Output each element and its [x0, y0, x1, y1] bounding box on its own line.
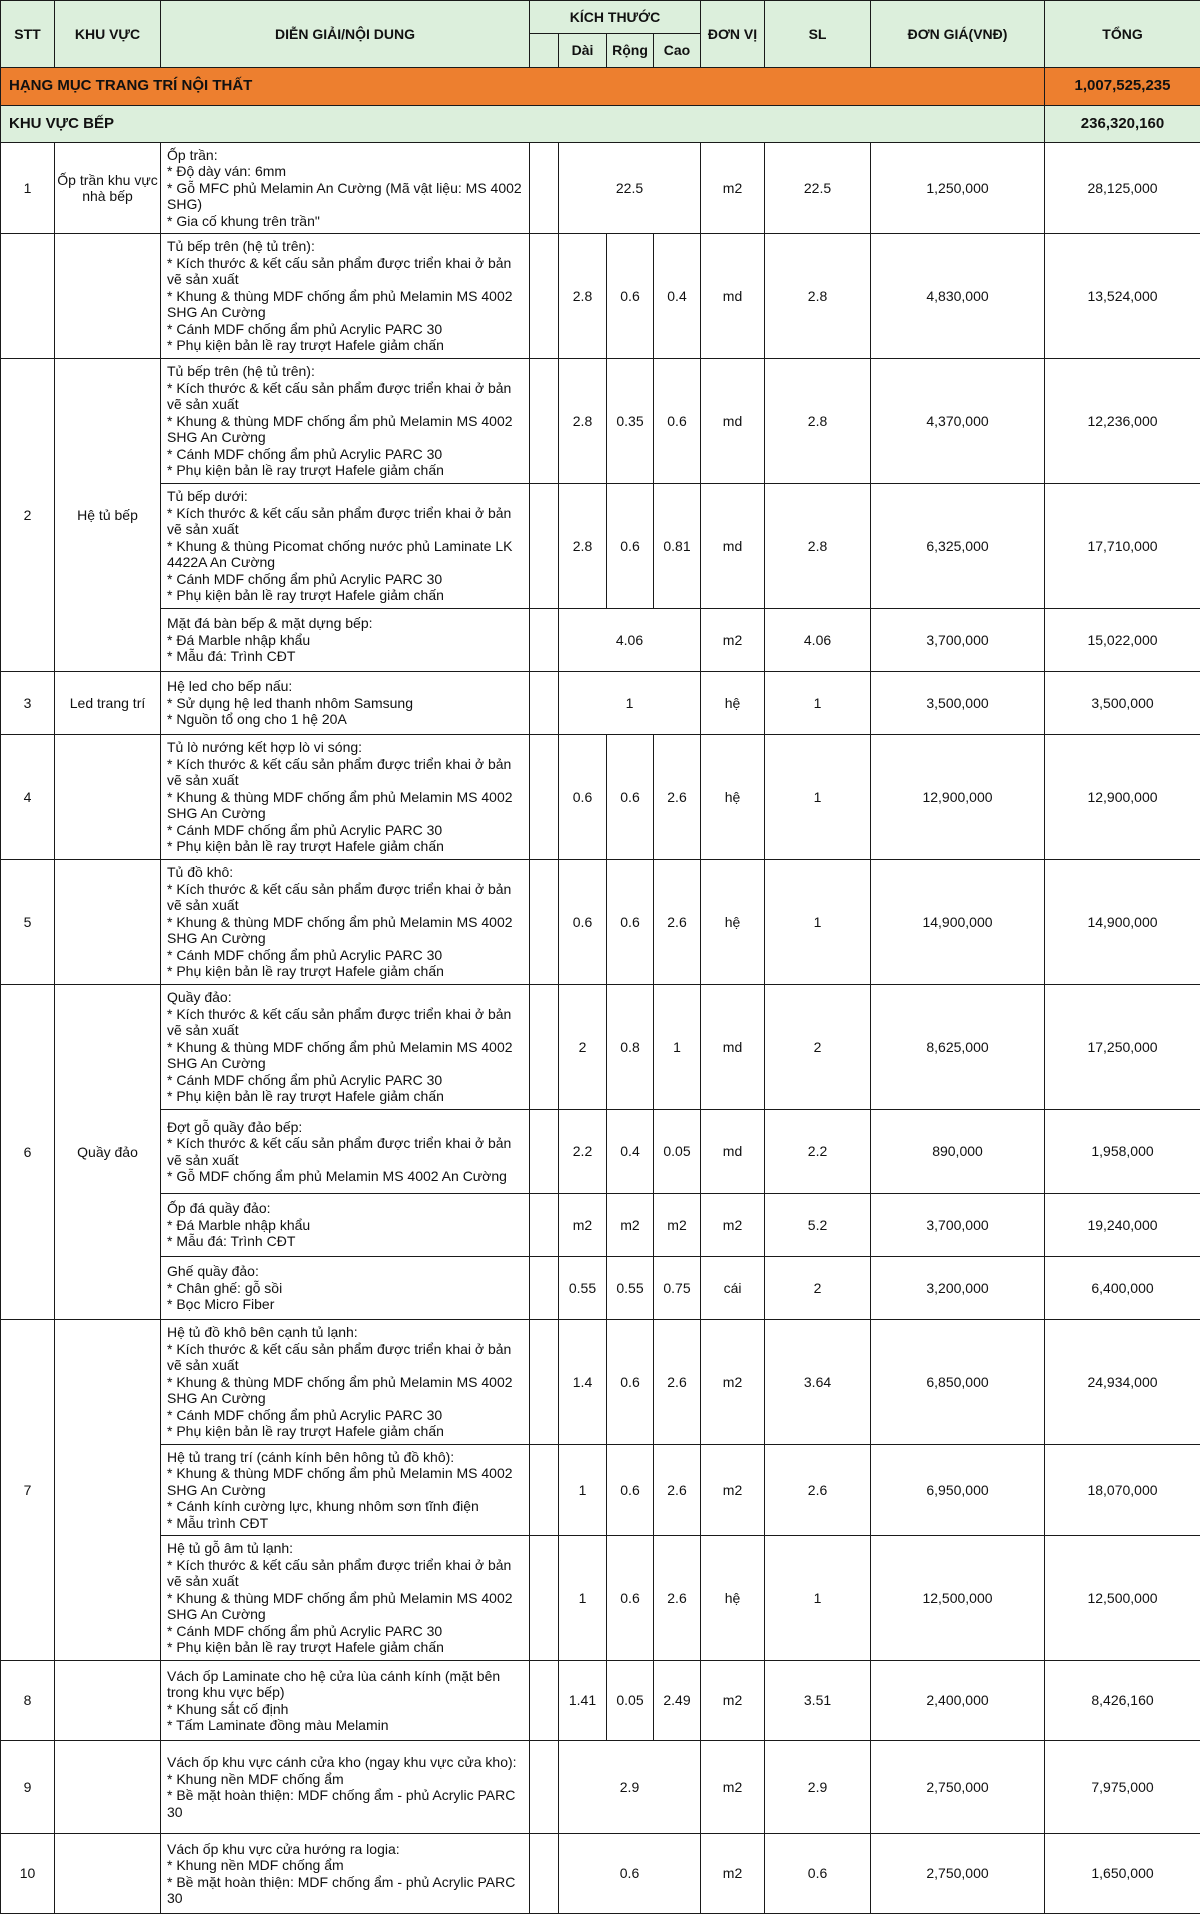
row-total: 6,400,000 [1045, 1257, 1200, 1320]
table-row [1, 1320, 1200, 1445]
row-area: Ốp trần khu vực nhà bếp [55, 143, 161, 234]
row-size-blank [530, 735, 559, 860]
row-description: Hệ tủ gỗ âm tủ lạnh: * Kích thước & kết cấu sản phẩm được triển khai ở bản vẽ sản xuất * Khung & thùng MDF chống ẩm phủ Melamin MS 4002 SHG An Cường * Cánh MDF chống ẩm phủ Acrylic PARC 30 * Phụ kiện bản lề ray trượt Hafele giảm chấn [161, 1536, 530, 1661]
row-area: Led trang trí [55, 672, 161, 735]
table-row [1, 1110, 1200, 1194]
row-description: Tủ bếp dưới: * Kích thước & kết cấu sản phẩm được triển khai ở bản vẽ sản xuất * Khung & thùng Picomat chống nước phủ Laminate LK 4422A An Cường * Cánh MDF chống ẩm phủ Acrylic PARC 30 * Phụ kiện bản lề ray trượt Hafele giảm chấn [161, 484, 530, 609]
row-size: 1 [559, 672, 701, 735]
row-quantity: 3.51 [765, 1661, 871, 1741]
row-height: 0.81 [654, 484, 701, 609]
row-total: 17,250,000 [1045, 985, 1200, 1110]
table-row [1, 735, 1200, 860]
row-unit-price: 3,700,000 [871, 1194, 1045, 1257]
row-unit-price: 4,370,000 [871, 359, 1045, 484]
row-total: 17,710,000 [1045, 484, 1200, 609]
row-description: Ốp đá quầy đảo: * Đá Marble nhập khẩu * Mẫu đá: Trình CĐT [161, 1194, 530, 1257]
row-area: Quầy đảo [55, 985, 161, 1320]
row-width: 0.6 [607, 1536, 654, 1661]
table-row [1, 1536, 1200, 1661]
row-description: Vách ốp Laminate cho hệ cửa lùa cánh kính (mặt bên trong khu vực bếp) * Khung sắt cố định * Tấm Laminate đồng màu Melamin [161, 1661, 530, 1741]
row-quantity: 2.2 [765, 1110, 871, 1194]
row-unit-price: 4,830,000 [871, 234, 1045, 359]
row-size-blank [530, 1661, 559, 1741]
row-length: 2 [559, 985, 607, 1110]
row-unit-price: 12,500,000 [871, 1536, 1045, 1661]
row-quantity: 4.06 [765, 609, 871, 672]
row-unit-price: 8,625,000 [871, 985, 1045, 1110]
section-total: 236,320,160 [1045, 106, 1200, 143]
row-unit-price: 12,900,000 [871, 735, 1045, 860]
row-total: 12,236,000 [1045, 359, 1200, 484]
row-length: 1.41 [559, 1661, 607, 1741]
row-description: Tủ bếp trên (hệ tủ trên): * Kích thước & kết cấu sản phẩm được triển khai ở bản vẽ sản xuất * Khung & thùng MDF chống ẩm phủ Melamin MS 4002 SHG An Cường * Cánh MDF chống ẩm phủ Acrylic PARC 30 * Phụ kiện bản lề ray trượt Hafele giảm chấn [161, 359, 530, 484]
row-stt [1, 234, 55, 359]
row-height: 2.6 [654, 860, 701, 985]
row-size-blank [530, 672, 559, 735]
category-total: 1,007,525,235 [1045, 68, 1200, 106]
row-length: 2.8 [559, 359, 607, 484]
table-row [1, 484, 1200, 609]
row-size-blank [530, 1194, 559, 1257]
row-length: 2.2 [559, 1110, 607, 1194]
row-description: Hệ tủ đồ khô bên cạnh tủ lạnh: * Kích thước & kết cấu sản phẩm được triển khai ở bản vẽ sản xuất * Khung & thùng MDF chống ẩm phủ Melamin MS 4002 SHG An Cường * Cánh MDF chống ẩm phủ Acrylic PARC 30 * Phụ kiện bản lề ray trượt Hafele giảm chấn [161, 1320, 530, 1445]
category-row [1, 68, 1200, 106]
table-row [1, 1834, 1200, 1914]
row-unit: m2 [701, 1194, 765, 1257]
row-stt: 5 [1, 860, 55, 985]
row-quantity: 2.9 [765, 1741, 871, 1834]
row-length: 0.55 [559, 1257, 607, 1320]
row-size-blank [530, 234, 559, 359]
row-total: 13,524,000 [1045, 234, 1200, 359]
row-height: 0.4 [654, 234, 701, 359]
row-size: 2.9 [559, 1741, 701, 1834]
row-unit: m2 [701, 1320, 765, 1445]
row-width: 0.35 [607, 359, 654, 484]
row-quantity: 2.6 [765, 1445, 871, 1536]
row-description: Tủ lò nướng kết hợp lò vi sóng: * Kích thước & kết cấu sản phẩm được triển khai ở bản vẽ sản xuất * Khung & thùng MDF chống ẩm phủ Melamin MS 4002 SHG An Cường * Cánh MDF chống ẩm phủ Acrylic PARC 30 * Phụ kiện bản lề ray trượt Hafele giảm chấn [161, 735, 530, 860]
row-unit: md [701, 359, 765, 484]
header-area: KHU VỰC [55, 1, 161, 68]
row-quantity: 1 [765, 1536, 871, 1661]
row-size-blank [530, 143, 559, 234]
row-description: Vách ốp khu vực cửa hướng ra logia: * Khung nền MDF chống ẩm * Bề mặt hoàn thiện: MDF chống ẩm - phủ Acrylic PARC 30 [161, 1834, 530, 1914]
row-stt: 1 [1, 143, 55, 234]
header-stt: STT [1, 1, 55, 68]
row-length: 1 [559, 1536, 607, 1661]
table-row [1, 609, 1200, 672]
row-size-blank [530, 1445, 559, 1536]
header-size-blank [530, 34, 559, 68]
row-width: 0.8 [607, 985, 654, 1110]
row-quantity: 1 [765, 860, 871, 985]
row-size: 0.6 [559, 1834, 701, 1914]
row-quantity: 2 [765, 985, 871, 1110]
table-row [1, 1741, 1200, 1834]
row-description: Tủ bếp trên (hệ tủ trên): * Kích thước & kết cấu sản phẩm được triển khai ở bản vẽ sản xuất * Khung & thùng MDF chống ẩm phủ Melamin MS 4002 SHG An Cường * Cánh MDF chống ẩm phủ Acrylic PARC 30 * Phụ kiện bản lề ray trượt Hafele giảm chấn [161, 234, 530, 359]
row-unit: md [701, 985, 765, 1110]
row-total: 1,650,000 [1045, 1834, 1200, 1914]
row-size: 22.5 [559, 143, 701, 234]
row-area [55, 234, 161, 359]
row-quantity: 3.64 [765, 1320, 871, 1445]
row-stt: 4 [1, 735, 55, 860]
row-area [55, 1834, 161, 1914]
row-size: 4.06 [559, 609, 701, 672]
row-size-blank [530, 1257, 559, 1320]
table-row [1, 860, 1200, 985]
row-unit: cái [701, 1257, 765, 1320]
header-quantity: SL [765, 1, 871, 68]
header-size: KÍCH THƯỚC [530, 1, 701, 34]
row-stt: 7 [1, 1320, 55, 1661]
row-stt: 9 [1, 1741, 55, 1834]
row-total: 1,958,000 [1045, 1110, 1200, 1194]
row-width: m2 [607, 1194, 654, 1257]
row-width: 0.6 [607, 860, 654, 985]
row-total: 7,975,000 [1045, 1741, 1200, 1834]
row-total: 14,900,000 [1045, 860, 1200, 985]
row-height: 0.05 [654, 1110, 701, 1194]
row-unit-price: 2,400,000 [871, 1661, 1045, 1741]
row-unit: hệ [701, 860, 765, 985]
row-description: Hệ tủ trang trí (cánh kính bên hông tủ đồ khô): * Khung & thùng MDF chống ẩm phủ Melamin MS 4002 SHG An Cường * Cánh kính cường lực, khung nhôm sơn tĩnh điện * Mẫu trình CĐT [161, 1445, 530, 1536]
row-height: 2.49 [654, 1661, 701, 1741]
row-area [55, 1661, 161, 1741]
table-row [1, 234, 1200, 359]
row-size-blank [530, 609, 559, 672]
row-width: 0.6 [607, 735, 654, 860]
row-description: Ghế quầy đảo: * Chân ghế: gỗ sồi * Bọc Micro Fiber [161, 1257, 530, 1320]
row-width: 0.6 [607, 234, 654, 359]
row-stt: 6 [1, 985, 55, 1320]
row-length: 1.4 [559, 1320, 607, 1445]
row-length: 1 [559, 1445, 607, 1536]
row-stt: 2 [1, 359, 55, 672]
table-row [1, 1661, 1200, 1741]
row-length: 2.8 [559, 234, 607, 359]
row-quantity: 2 [765, 1257, 871, 1320]
row-height: 2.6 [654, 1320, 701, 1445]
row-height: 0.75 [654, 1257, 701, 1320]
row-unit: md [701, 234, 765, 359]
row-height: 1 [654, 985, 701, 1110]
row-size-blank [530, 1536, 559, 1661]
row-height: 0.6 [654, 359, 701, 484]
table-row [1, 1445, 1200, 1536]
row-stt: 8 [1, 1661, 55, 1741]
row-height: 2.6 [654, 1445, 701, 1536]
row-length: m2 [559, 1194, 607, 1257]
row-stt: 10 [1, 1834, 55, 1914]
row-unit-price: 1,250,000 [871, 143, 1045, 234]
row-unit-price: 3,700,000 [871, 609, 1045, 672]
table-row [1, 359, 1200, 484]
row-unit: m2 [701, 1661, 765, 1741]
row-total: 15,022,000 [1045, 609, 1200, 672]
row-total: 18,070,000 [1045, 1445, 1200, 1536]
table-row [1, 672, 1200, 735]
row-total: 19,240,000 [1045, 1194, 1200, 1257]
row-quantity: 0.6 [765, 1834, 871, 1914]
row-unit: hệ [701, 672, 765, 735]
row-unit: m2 [701, 1445, 765, 1536]
row-total: 12,900,000 [1045, 735, 1200, 860]
row-size-blank [530, 985, 559, 1110]
row-description: Ốp trần: * Độ dày ván: 6mm * Gỗ MFC phủ Melamin An Cường (Mã vật liệu: MS 4002 SHG) * Gia cố khung trên trần" [161, 143, 530, 234]
table-row [1, 1194, 1200, 1257]
row-width: 0.05 [607, 1661, 654, 1741]
table-row [1, 1257, 1200, 1320]
row-description: Quầy đảo: * Kích thước & kết cấu sản phẩm được triển khai ở bản vẽ sản xuất * Khung & thùng MDF chống ẩm phủ Melamin MS 4002 SHG An Cường * Cánh MDF chống ẩm phủ Acrylic PARC 30 * Phụ kiện bản lề ray trượt Hafele giảm chấn [161, 985, 530, 1110]
row-stt: 3 [1, 672, 55, 735]
row-unit-price: 3,200,000 [871, 1257, 1045, 1320]
row-unit-price: 2,750,000 [871, 1741, 1045, 1834]
row-width: 0.4 [607, 1110, 654, 1194]
row-description: Hệ led cho bếp nấu: * Sử dụng hệ led thanh nhôm Samsung * Nguồn tổ ong cho 1 hệ 20A [161, 672, 530, 735]
row-unit-price: 3,500,000 [871, 672, 1045, 735]
row-size-blank [530, 484, 559, 609]
row-width: 0.6 [607, 1445, 654, 1536]
table-row [1, 985, 1200, 1110]
row-description: Mặt đá bàn bếp & mặt dựng bếp: * Đá Marble nhập khẩu * Mẫu đá: Trình CĐT [161, 609, 530, 672]
row-unit: md [701, 484, 765, 609]
section-row [1, 106, 1200, 143]
row-height: 2.6 [654, 1536, 701, 1661]
row-length: 0.6 [559, 735, 607, 860]
header-length: Dài [559, 34, 607, 68]
row-description: Vách ốp khu vực cánh cửa kho (ngay khu vực cửa kho): * Khung nền MDF chống ẩm * Bề mặt hoàn thiện: MDF chống ẩm - phủ Acrylic PARC 30 [161, 1741, 530, 1834]
header-height: Cao [654, 34, 701, 68]
row-quantity: 2.8 [765, 359, 871, 484]
row-size-blank [530, 1110, 559, 1194]
category-label: HẠNG MỤC TRANG TRÍ NỘI THẤT [1, 68, 1045, 106]
row-quantity: 2.8 [765, 234, 871, 359]
row-unit-price: 6,850,000 [871, 1320, 1045, 1445]
row-quantity: 2.8 [765, 484, 871, 609]
row-quantity: 5.2 [765, 1194, 871, 1257]
row-unit-price: 2,750,000 [871, 1834, 1045, 1914]
row-height: 2.6 [654, 735, 701, 860]
row-size-blank [530, 1741, 559, 1834]
row-size-blank [530, 359, 559, 484]
row-unit: md [701, 1110, 765, 1194]
row-total: 12,500,000 [1045, 1536, 1200, 1661]
row-area [55, 735, 161, 860]
row-unit: m2 [701, 609, 765, 672]
header-width: Rộng [607, 34, 654, 68]
row-description: Đợt gỗ quầy đảo bếp: * Kích thước & kết cấu sản phẩm được triển khai ở bản vẽ sản xuất * Gỗ MDF chống ẩm phủ Melamin MS 4002 An Cường [161, 1110, 530, 1194]
row-total: 24,934,000 [1045, 1320, 1200, 1445]
row-description: Tủ đồ khô: * Kích thước & kết cấu sản phẩm được triển khai ở bản vẽ sản xuất * Khung & thùng MDF chống ẩm phủ Melamin MS 4002 SHG An Cường * Cánh MDF chống ẩm phủ Acrylic PARC 30 * Phụ kiện bản lề ray trượt Hafele giảm chấn [161, 860, 530, 985]
row-length: 0.6 [559, 860, 607, 985]
row-unit-price: 6,325,000 [871, 484, 1045, 609]
row-unit: m2 [701, 1834, 765, 1914]
row-total: 28,125,000 [1045, 143, 1200, 234]
row-quantity: 22.5 [765, 143, 871, 234]
header-description: DIỄN GIẢI/NỘI DUNG [161, 1, 530, 68]
row-size-blank [530, 1320, 559, 1445]
row-width: 0.6 [607, 1320, 654, 1445]
row-size-blank [530, 860, 559, 985]
header-unit-price: ĐƠN GIÁ(VNĐ) [871, 1, 1045, 68]
table-row [1, 143, 1200, 234]
row-height: m2 [654, 1194, 701, 1257]
row-total: 3,500,000 [1045, 672, 1200, 735]
row-area [55, 860, 161, 985]
row-unit-price: 14,900,000 [871, 860, 1045, 985]
row-unit: hệ [701, 1536, 765, 1661]
header-total: TỔNG [1045, 1, 1200, 68]
header-unit: ĐƠN VỊ [701, 1, 765, 68]
row-area: Hệ tủ bếp [55, 359, 161, 672]
row-total: 8,426,160 [1045, 1661, 1200, 1741]
row-unit-price: 890,000 [871, 1110, 1045, 1194]
row-unit: m2 [701, 1741, 765, 1834]
row-area [55, 1320, 161, 1661]
row-unit: m2 [701, 143, 765, 234]
row-length: 2.8 [559, 484, 607, 609]
row-unit: hệ [701, 735, 765, 860]
row-width: 0.55 [607, 1257, 654, 1320]
row-area [55, 1741, 161, 1834]
row-quantity: 1 [765, 735, 871, 860]
section-label: KHU VỰC BẾP [1, 106, 1045, 143]
row-quantity: 1 [765, 672, 871, 735]
row-unit-price: 6,950,000 [871, 1445, 1045, 1536]
row-size-blank [530, 1834, 559, 1914]
row-width: 0.6 [607, 484, 654, 609]
